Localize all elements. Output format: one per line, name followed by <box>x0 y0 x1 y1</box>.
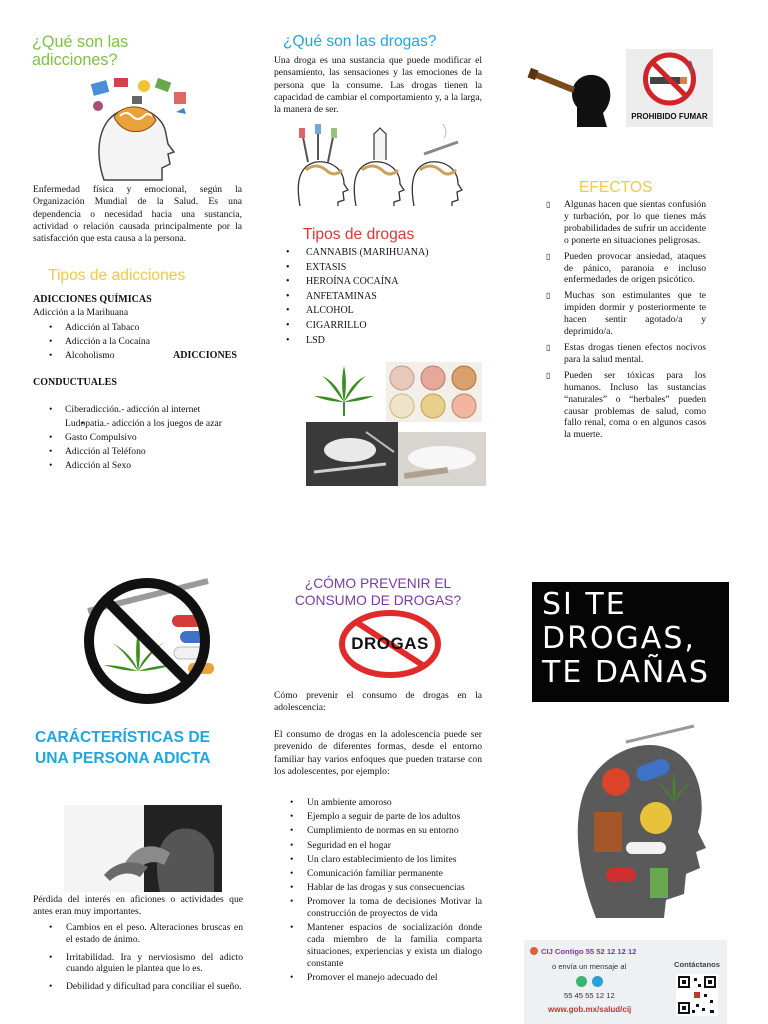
prevenir-intro-text: Cómo prevenir el consumo de drogas en la adolescencia: <box>274 690 482 714</box>
ecstasy-pills-image <box>386 362 482 422</box>
banner-line-3: TE DAÑAS <box>542 655 710 690</box>
list-item: • HEROÍNA COCAÍNA <box>274 275 484 290</box>
banner-line-1: SI TE <box>542 587 627 622</box>
heading-tipos-drogas: Tipos de drogas <box>303 226 415 243</box>
adicciones-definition-text: Enfermedad física y emocional, según la Organización Mundial de la Salud. Es una dependencia o necesidad hacia una sustancia, actividad o relación causada principalmente por la satisfacción que esta causa a la persona. <box>33 184 242 245</box>
list-item: • Cumplimiento de normas en su entorno <box>274 825 482 837</box>
list-item: • EXTASIS <box>274 261 484 276</box>
efectos-list <box>544 199 706 445</box>
adicciones-quimicas-subtitle: Adicción a la Marihuana <box>33 307 129 318</box>
list-item: • Ludopatía.- adicción a los juegos de azar <box>33 417 243 431</box>
contact-card <box>524 940 727 1024</box>
adicciones-conductuales-word1: ADICCIONES <box>173 350 237 361</box>
prevenir-paragraph-text: El consumo de drogas en la adolescencia puede ser prevenido de diferentes formas, desde el entorno familiar hay varios enfoques que pueden tratarse con los adolescentes, por ejemplo: <box>274 729 482 777</box>
phone-icon <box>530 947 538 955</box>
list-item: • Un claro establecimiento de los limites <box>274 854 482 866</box>
list-item: ▯ Pueden ser tóxicas para los humanos. Incluso las sustancias “naturales” o “herbales” pueden causar problemas de salud, como fallo renal, coma o en algunos casos la muerte. <box>544 370 706 441</box>
list-item: • Gasto Compulsivo <box>33 431 243 445</box>
drogas-prohibition-sign <box>338 610 442 678</box>
adicciones-conductuales-word2: CONDUCTUALES <box>33 377 117 388</box>
drinking-silhouette-image <box>527 57 623 127</box>
heading-como-prevenir: ¿CÓMO PREVENIR EL CONSUMO DE DROGAS? <box>294 576 462 608</box>
list-item: • Seguridad en el hogar <box>274 840 482 852</box>
tipos-drogas-list <box>274 246 484 348</box>
list-item: ▯ Algunas hacen que sientas confusión y turbación, por lo que tienes más probabilidades de sufrir un accidente o ponerte en situaciones peligrosas. <box>544 199 706 247</box>
no-smoking-sign-image <box>626 49 713 127</box>
list-item: • Mantener espacios de socialización donde cada miembro de la familia comparta situaciones, experiencias y exista un dialogo constante <box>274 922 482 969</box>
contact-title: Contáctanos <box>674 960 720 969</box>
list-item: ▯ Estas drogas tienen efectos nocivos para la salud mental. <box>544 342 706 366</box>
cocaine-syringe-image <box>306 422 398 486</box>
contact-line-1-text: CIJ Contigo 55 52 12 12 12 <box>541 947 637 956</box>
list-item: • Debilidad y dificultad para conciliar el sueño. <box>33 981 243 993</box>
brain-collage-image <box>84 72 194 182</box>
list-item: • Adicción al Teléfono <box>33 445 243 459</box>
list-item: • ANFETAMINAS <box>274 290 484 305</box>
list-item: • Adicción al Sexo <box>33 459 243 473</box>
list-item: • Hablar de las drogas y sus consecuencias <box>274 882 482 894</box>
list-item: • Comunicación familiar permanente <box>274 868 482 880</box>
list-item: • Adicción al Tabaco <box>33 321 243 335</box>
list-item: • LSD <box>274 334 484 349</box>
heads-illustration-image <box>294 124 464 208</box>
banner-line-2: DROGAS, <box>542 621 696 656</box>
adicciones-quimicas-title: ADICCIONES QUÍMICAS <box>33 294 152 305</box>
contact-phone: 55 45 55 12 12 <box>564 991 615 1000</box>
heading-que-son-drogas: ¿Qué son las drogas? <box>283 33 437 50</box>
adicciones-conductuales-list <box>33 403 243 473</box>
list-item: • Promover el manejo adecuado del <box>274 972 482 984</box>
prohibido-fumar-label: PROHIBIDO FUMAR <box>631 112 708 121</box>
heading-efectos: EFECTOS <box>579 179 653 196</box>
heading-tipos-adicciones: Tipos de adicciones <box>48 267 186 284</box>
si-te-drogas-banner <box>532 582 729 702</box>
list-item: • Cambios en el peso. Alteraciones bruscas en el estado de ánimo. <box>33 922 243 946</box>
addicted-person-image <box>64 805 222 892</box>
list-item: • CIGARRILLO <box>274 319 484 334</box>
list-item: • Alcoholismo <box>33 349 243 363</box>
drogas-definition-text: Una droga es una sustancia que puede modificar el pensamiento, las sensaciones y las emociones de la persona que la consume. Las drogas tienen la capacidad de cambiar el comportamiento y, a la larga, la manera de ser. <box>274 55 482 116</box>
qr-code-image <box>676 974 718 1016</box>
list-item: • CANNABIS (MARIHUANA) <box>274 246 484 261</box>
caracteristicas-list <box>33 922 243 995</box>
contact-line-2: o envía un mensaje al <box>552 962 627 971</box>
telegram-icon[interactable] <box>592 976 603 987</box>
caracteristicas-intro-text: Pérdida del interés en aficiones o actividades que antes eran muy importantes. <box>33 894 243 918</box>
list-item: • Ciberadicción.- adicción al internet <box>33 403 243 417</box>
list-item: • Adicción a la Cocaína <box>33 335 243 349</box>
contact-url[interactable]: www.gob.mx/salud/cij <box>548 1005 632 1014</box>
marijuana-leaf-image <box>306 362 382 420</box>
whatsapp-icon[interactable] <box>576 976 587 987</box>
list-item: • Un ambiente amoroso <box>274 797 482 809</box>
list-item: ▯ Muchas son estimulantes que te impiden dormir y posteriormente te hacen sentir agotado/a y deprimido/a. <box>544 290 706 338</box>
heading-caracteristicas: CARÁCTERÍSTICAS DE UNA PERSONA ADICTA <box>35 729 211 767</box>
drug-head-collage-image <box>566 722 712 922</box>
white-powder-image <box>398 432 486 486</box>
list-item: ▯ Pueden provocar ansiedad, ataques de pánico, paranoia e incluso enfermedades de origen psicótico. <box>544 251 706 287</box>
list-item: • Irritabilidad. Ira y nerviosismo del adicto cuando alguien le plantea que lo es. <box>33 952 243 976</box>
list-item: • ALCOHOL <box>274 304 484 319</box>
drogas-sign-label: DROGAS <box>351 634 429 653</box>
contact-line-1 <box>530 947 636 956</box>
heading-que-son-adicciones: ¿Qué son las adicciones? <box>32 33 129 69</box>
no-drugs-sign-image <box>68 575 226 705</box>
list-item: • Ejemplo a seguir de parte de los adultos <box>274 811 482 823</box>
list-item: • Promover la toma de decisiones Motivar la construcción de proyectos de vida <box>274 896 482 920</box>
prevenir-list <box>274 797 482 986</box>
